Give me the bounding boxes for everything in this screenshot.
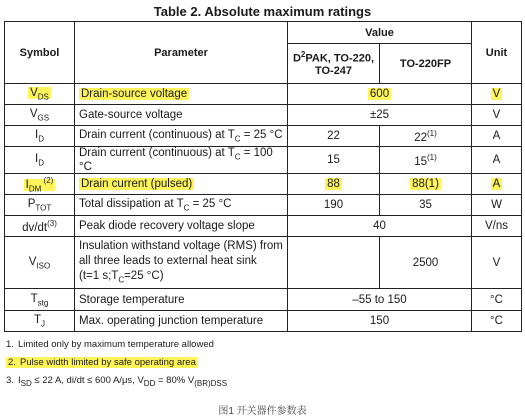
value-text: 600 [369,88,390,100]
symbol-text: I [35,128,39,141]
parameter-cell [75,147,288,174]
header-package-d2pak [288,44,380,84]
table-row [5,174,522,195]
symbol-subscript: DS [37,92,49,102]
table-title: Table 2. Absolute maximum ratings [153,4,372,19]
value-cell [380,126,472,147]
value-cell: 15 [288,147,380,174]
unit-cell: V/ns [472,216,522,237]
value-cell [288,84,472,105]
footnote-2 [6,357,198,368]
unit-cell: V [472,237,522,289]
parameter-text: Drain current (continuous) at T [79,128,235,141]
symbol-cell [5,195,75,216]
parameter-subscript: C [183,203,190,213]
unit-cell: V [472,105,522,126]
header-d-letter: D [292,52,301,65]
footnote-number: 3. [6,375,14,386]
symbol-subscript: D [38,134,44,144]
symbol-cell [5,216,75,237]
value-text: 88 [327,178,340,191]
header-unit: Unit [472,22,522,84]
table-row [5,289,522,311]
parameter-line-2: all three leads to external heat sink [79,254,257,267]
symbol-text: I [35,153,39,165]
parameter-text-end: = 25 °C [189,198,232,211]
unit-cell: °C [472,289,522,311]
highlight-mark [28,86,51,102]
footnote-ref: (2) [41,175,54,185]
footnote-ref: (1) [427,152,437,162]
footnote-subscript: (BR)DSS [194,378,228,388]
symbol-text: dv/dt [22,221,48,234]
table-row [5,147,522,174]
parameter-text: Total dissipation at T [79,198,184,211]
parameter-line-1: Insulation withstand voltage (RMS) from [79,239,283,252]
unit-cell: A [472,147,522,174]
footnote-1 [6,339,214,350]
value-cell: –55 to 150 [288,289,472,311]
parameter-cell [75,174,288,195]
footnote-subscript: DD [143,378,156,388]
footnote-3 [6,375,227,388]
symbol-cell [5,237,75,289]
value-cell-empty [288,237,380,289]
symbol-text: T [30,292,38,305]
header-value: Value [288,22,472,44]
parameter-cell [75,126,288,147]
value-cell: 40 [288,216,472,237]
table-row [5,84,522,105]
footnote-text: I [18,375,21,386]
parameter-cell: Gate-source voltage [75,105,288,126]
table-row [5,216,522,237]
symbol-text: T [33,314,42,327]
table-row [5,237,522,289]
value-cell: 2500 [380,237,472,289]
footnote-text-mid: ≤ 22 A, di/dt ≤ 600 A/μs, V [31,375,144,386]
unit-cell: °C [472,311,522,332]
symbol-text: V [28,255,37,268]
symbol-subscript: DM [28,183,42,193]
symbol-subscript: ISO [36,260,51,270]
footnote-number: 2. [8,357,16,368]
header-symbol: Symbol [5,22,75,84]
value-cell: 35 [380,195,472,216]
header-parameter: Parameter [75,22,288,84]
symbol-cell [5,105,75,126]
symbol-cell [5,147,75,174]
highlight-mark [24,175,56,193]
footnote-number: 1. [6,339,14,350]
symbol-cell [5,84,75,105]
parameter-text: Drain current (continuous) at T [79,147,235,159]
header-to247: TO-247 [314,64,353,77]
parameter-text: Drain current (pulsed) [81,178,193,191]
parameter-subscript: C [118,274,125,284]
parameter-cell [75,84,288,105]
unit-cell [472,174,522,195]
value-text: 15 [414,155,427,168]
table-row [5,195,522,216]
parameter-text-end: = 25 °C [240,128,283,141]
parameter-text: Drain-source voltage [81,88,188,100]
header-d2-superscript: 2 [300,50,306,60]
footnote-ref: (3) [47,218,57,228]
unit-text: A [492,178,501,191]
value-cell: ±25 [288,105,472,126]
table-row [5,105,522,126]
value-cell [380,174,472,195]
unit-text: V [492,88,501,100]
value-text: 88(1) [412,178,439,191]
value-cell [288,174,380,195]
value-cell: 22 [288,126,380,147]
unit-cell: A [472,126,522,147]
parameter-line-3: (t=1 s;T [79,269,119,282]
footnote-text: Limited only by maximum temperature allowed [18,339,214,350]
unit-cell: W [472,195,522,216]
figure-caption: 图1 开关器件参数表 [218,406,307,417]
footnote-text: Pulse width limited by safe operating area [20,357,196,368]
parameter-subscript: C [234,134,241,144]
parameter-text-end: = 100 °C [79,147,273,174]
parameter-cell [75,237,288,289]
symbol-subscript: stg [37,297,49,307]
table-row [5,126,522,147]
symbol-cell [5,289,75,311]
parameter-cell: Storage temperature [75,289,288,311]
parameter-cell: Peak diode recovery voltage slope [75,216,288,237]
symbol-cell [5,126,75,147]
symbol-text: P [27,198,36,211]
parameter-cell [75,195,288,216]
symbol-subscript: TOT [35,203,52,213]
table-row [5,311,522,332]
parameter-subscript: C [234,152,241,162]
symbol-subscript: D [38,158,44,168]
footnote-subscript: SD [20,378,32,388]
header-package-to220fp: TO-220FP [380,44,472,84]
unit-cell [472,84,522,105]
footnote-ref: (1) [427,128,437,138]
symbol-text: I [25,178,29,191]
header-d2pak-rest: PAK, TO-220, [305,52,375,65]
symbol-text: V [29,107,38,120]
symbol-text: V [30,86,38,99]
symbol-subscript: J [41,319,46,329]
symbol-cell [5,174,75,195]
parameter-line-3-end: =25 °C) [124,269,164,282]
value-cell [380,147,472,174]
value-cell: 150 [288,311,472,332]
footnote-text-end: = 80% V [155,375,195,386]
parameter-cell: Max. operating junction temperature [75,311,288,332]
symbol-subscript: GS [37,113,50,123]
value-text: 22 [414,131,427,144]
symbol-cell [5,311,75,332]
value-cell: 190 [288,195,380,216]
absolute-max-ratings-table [4,21,522,332]
